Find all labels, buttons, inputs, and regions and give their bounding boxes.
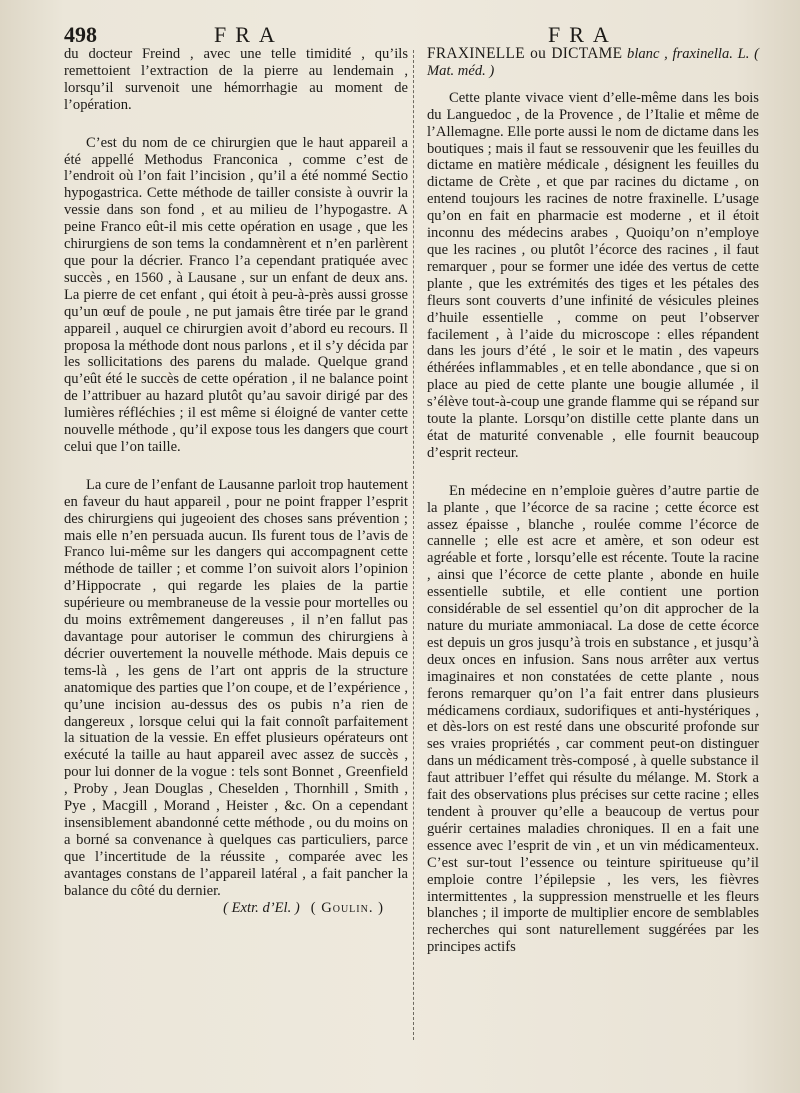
running-head-left: FRA bbox=[214, 22, 284, 47]
right-column bbox=[427, 46, 759, 956]
running-head-right: FRA bbox=[548, 22, 618, 47]
signoff-author: ( Goulin. ) bbox=[310, 899, 384, 916]
paragraph-franco-method: C’est du nom de ce chirurgien que le haut appareil a été appellé Methodus Franconica , comme c’est de l’endroit où l’on fait l’incision , qu’il a été nommé Sectio hypogastrica. Cette méthode de tailler consiste à ouvrir la vessie dans son fond , et au milieu de l’hypogastre. A peine Franco eût-il mis cette opération en usage , que les chirurgiens de son tems la condamnèrent et n’en parlèrent que pour la décrier. Franco l’a cependant pratiquée avec succès , en 1560 , à Lausane , sur un enfant de deux ans. La pierre de cet enfant , qui étoit à peu-à-près aussi grosse qu’un œuf de poule , ne put jamais être tirée par le grand appareil , auquel ce chirurgien avoit d’abord eu recours. Il proposa la méthode dont nous parlons , et il s’y décida par les sollicitations des parens du malade. Quelque grand qu’eût été le succès de cette opération , il ne balance point de l’attribuer au hazard plutôt qu’au savoir dirigé par des lumières réfléchies ; il est même si éloigné de vanter cette nouvelle méthode , qu’il expose tous les dangers que court celui que l’on taille. bbox=[64, 134, 408, 455]
paragraph-gap bbox=[427, 462, 759, 483]
left-column bbox=[64, 46, 408, 916]
page-number: 498 bbox=[64, 22, 97, 47]
entry-headword: FRAXINELLE ou DICTAME bbox=[427, 45, 623, 62]
entry-heading bbox=[427, 46, 759, 80]
column-divider bbox=[413, 50, 414, 1040]
paragraph-description: Cette plante vivace vient d’elle-même dans les bois du Languedoc , de la Provence , de l’Italie et même de l’Allemagne. Elle porte aussi le nom de dictame dans les boutiques ; mais il faut se ressouvenir que les feuilles du dictame en matière médicale , désignent les feuilles du dictame de Crète , et que par racines du dictame , on entend toujours les racines de notre fraxinelle. L’usage qu’on en fait en pharmacie est moderne , et il étoit inconnu des médecins arabes , Quoiqu’on n’employe que les racines , ou plutôt l’écorce des racines , il faut remarquer , pour se former une idée des vertus de cette plante , que les extrémités des tiges et les pétales des fleurs sont couverts d’une infinité de vésicules pleines d’huile essentielle , comme on peut l’observer facilement , à l’aide du microscope : elles répandent dans les jours d’été , le soir et le matin , des vapeurs éthérées inflammables , et en telle abondance , que si on place au pied de cette plante une bougie allumée , il s’élève tout-à-coup une grande flamme qui se répand sur toute la plante. Lorsqu’on distille cette plante dans un état de maturité convenable , elle fournit beaucoup d’esprit recteur. bbox=[427, 89, 759, 461]
paragraph-gap bbox=[64, 456, 408, 477]
signoff bbox=[64, 900, 408, 917]
paragraph-continuation: du docteur Freind , avec une telle timidité , qu’ils remettoient l’extraction de la pierre au lendemain , lorsqu’il survenoit une hémorrhagie au moment de l’opération. bbox=[64, 46, 408, 113]
paragraph-medicine: En médecine en n’emploie guères d’autre partie de la plante , que l’écorce de sa racine ; cette écorce est assez épaisse , blanche , roulée comme l’écorce de cannelle ; elle est acre et amère, et son odeur est agréable et forte , lorsqu’elle est récente. Toute la racine , ainsi que l’écorce de cette plante , abonde en huile essentielle subtile, et elle contient une portion considérable de sel essentiel qu’on dit approcher de la nature du muriate ammoniacal. La dose de cette écorce est depuis un gros jusqu’à trois en substance , et jusqu’à deux onces en infusion. Sans nous arrêter aux vertus imaginaires et non constatées de cette plante , nous ferons remarquer qu’on l’a fait entrer dans plusieurs médicamens cordiaux, sudorifiques et anti-hystériques , et dès-lors on est resté dans une obscurité profonde sur ses vraies propriétés , car comment peut-on distinguer dans un médicament très-composé , à quelle substance il faut attribuer l’effet qui résulte du mélange. M. Stork a fait des observations plus précises sur cette racine ; elles tendent à prouver qu’elle a beaucoup de vertus pour guérir certaines maladies chroniques. Il en a fait une essence avec l’esprit de vin , et un vin médicamenteux. C’est sur-tout l’essence ou teinture spiritueuse qu’il emploie contre l’épilepsie , les vers, les fièvres intermittentes , la suppression menstruelle et les fleurs blanches ; il importe de multiplier encore de semblables recherches qui sont naturellement suggérées par les principes actifs bbox=[427, 482, 759, 956]
signoff-source: ( Extr. d’El. ) bbox=[223, 899, 300, 916]
paragraph-gap bbox=[64, 114, 408, 135]
entry-heading-rest: blanc , fraxinella. L. ( Mat. méd. ) bbox=[427, 46, 759, 79]
paragraph-lausanne-cure: La cure de l’enfant de Lausanne parloit trop hautement en faveur du haut appareil , pour ne point frapper l’esprit des chirurgiens qui jugeoient des choses sans prévention ; mais elle n’en persuada aucun. Ils furent tous de l’avis de Franco lui-même sur les dangers qui accompagnent cette méthode de tailler ; et comme l’on suivoit alors l’opinion d’Hippocrate , qui regarde les plaies de la partie supérieure ou membraneuse de la vessie pour mortelles ou du moins extrêmement dangereuses , il n’en fallut pas davantage pour autoriser le commun des chirurgiens à décrier ouvertement la nouvelle méthode. Mais depuis ce tems-là , les gens de l’art ont appris de la structure anatomique des parties que l’on coupe, et de l’expérience , qu’une incision au-dessus des os pubis n’a rien de dangereux , lorsque celui qui la fait connoît parfaitement la situation de la vessie. En effet plusieurs opérateurs ont exécuté la taille au haut appareil avec assez de succès , pour lui donner de la vogue : tels sont Bonnet , Greenfield , Proby , Jean Douglas , Cheselden , Thornhill , Smith , Pye , Macgill , Morand , Heister , &c. On a cependant insensiblement abandonné cette méthode , ou du moins on a borné sa convenance à quelques cas particuliers, parce que l’incertitude de la réussite , comparée avec les avantages constans de l’appareil latéral , a fait pancher la balance du côté du dernier. bbox=[64, 476, 408, 899]
